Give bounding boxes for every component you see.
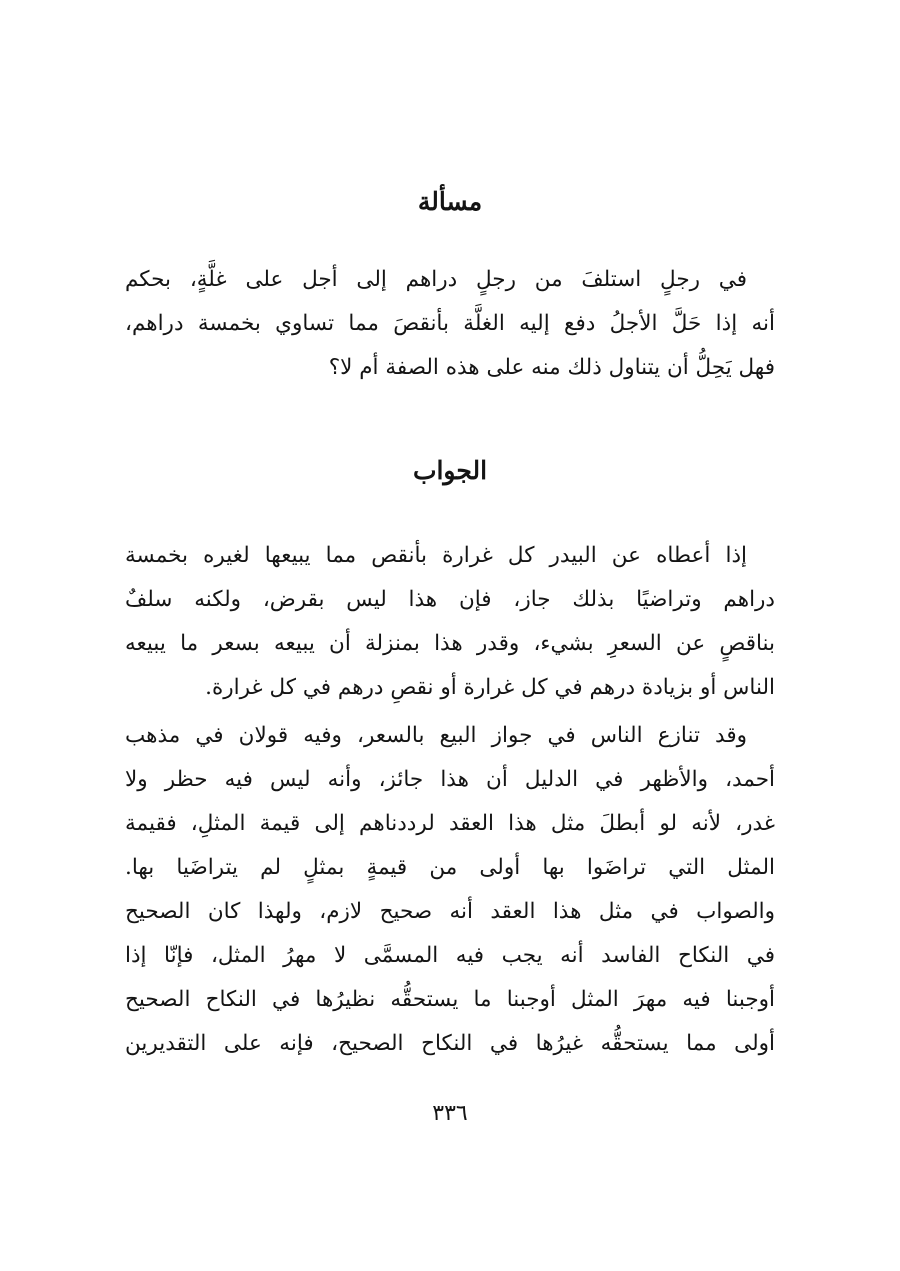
answer-line: المثل التي تراضَوا بها أولى من قيمةٍ بمثلٍ لم يتراضَيا بها.	[125, 855, 775, 880]
answer-line: وقد تنازع الناس في جواز البيع بالسعر، وفيه قولان في مذهب	[125, 723, 747, 748]
question-paragraph	[125, 258, 775, 390]
answer-line: الناس أو بزيادة درهم في كل غرارة أو نقصِ درهم في كل غرارة.	[205, 675, 775, 700]
question-heading: مسألة	[417, 187, 483, 216]
answer-paragraph-2	[125, 714, 775, 1066]
answer-line: بناقصٍ عن السعرِ بشيء، وقدر هذا بمنزلة أن يبيعه بسعر ما يبيعه	[125, 631, 775, 656]
answer-line: إذا أعطاه عن البيدر كل غرارة بأنقص مما يبيعها لغيره بخمسة	[125, 543, 747, 568]
question-line: في رجلٍ استلفَ من رجلٍ دراهم إلى أجل على غلَّةٍ، بحكم	[125, 267, 747, 292]
answer-line: دراهم وتراضيًا بذلك جاز، فإن هذا ليس بقرض، ولكنه سلفٌ	[125, 587, 775, 612]
answer-line: أحمد، والأظهر في الدليل أن هذا جائز، وأنه ليس فيه حظر ولا	[125, 767, 775, 792]
answer-line: في النكاح الفاسد أنه يجب فيه المسمَّى لا مهرُ المثل، فإنّا إذا	[125, 943, 775, 968]
answer-line: غدر، لأنه لو أبطلَ مثل هذا العقد لرددناهم إلى قيمة المثلِ، فقيمة	[125, 811, 775, 836]
answer-line: أولى مما يستحقُّه غيرُها في النكاح الصحيح، فإنه على التقديرين	[125, 1031, 775, 1056]
answer-heading: الجواب	[412, 456, 488, 485]
answer-paragraph-1	[125, 534, 775, 710]
page-number: ٣٣٦	[432, 1101, 468, 1126]
question-line: أنه إذا حَلَّ الأجلُ دفع إليه الغلَّة بأنقصَ مما تساوي بخمسة دراهم،	[125, 311, 775, 336]
question-line: فهل يَحِلُّ أن يتناول ذلك منه على هذه الصفة أم لا؟	[328, 355, 775, 380]
answer-line: أوجبنا فيه مهرَ المثل أوجبنا ما يستحقُّه نظيرُها في النكاح الصحيح	[125, 987, 775, 1012]
answer-line: والصواب في مثل هذا العقد أنه صحيح لازم، ولهذا كان الصحيح	[125, 899, 775, 924]
